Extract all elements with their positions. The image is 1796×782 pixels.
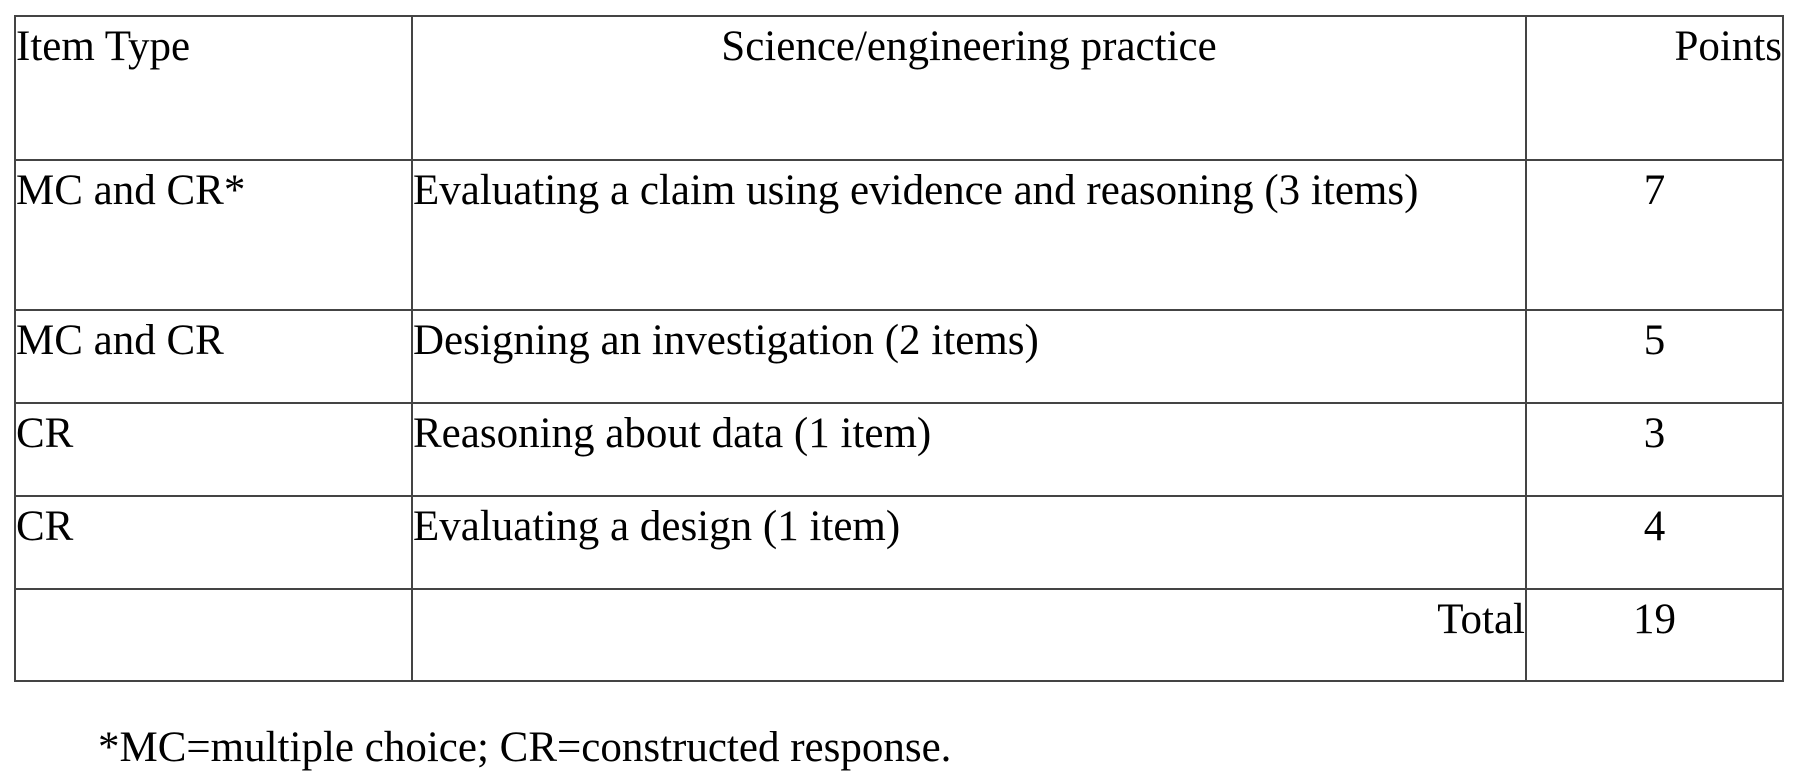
practice-cell: Evaluating a design (1 item) bbox=[412, 496, 1526, 589]
empty-cell bbox=[15, 589, 412, 681]
footnote: *MC=multiple choice; CR=constructed response. bbox=[98, 724, 952, 771]
practice-cell: Designing an investigation (2 items) bbox=[412, 310, 1526, 403]
points-cell: 5 bbox=[1526, 310, 1783, 403]
practice-cell: Reasoning about data (1 item) bbox=[412, 403, 1526, 496]
points-cell: 3 bbox=[1526, 403, 1783, 496]
table-header-row bbox=[15, 16, 1783, 160]
item-type-cell: CR bbox=[15, 403, 412, 496]
table-row bbox=[15, 403, 1783, 496]
header-practice: Science/engineering practice bbox=[412, 16, 1526, 160]
assessment-table bbox=[14, 15, 1784, 682]
total-value: 19 bbox=[1526, 589, 1783, 681]
item-type-cell: MC and CR* bbox=[15, 160, 412, 310]
header-points: Points bbox=[1526, 16, 1783, 160]
item-type-cell: MC and CR bbox=[15, 310, 412, 403]
table-row bbox=[15, 160, 1783, 310]
total-row bbox=[15, 589, 1783, 681]
points-cell: 7 bbox=[1526, 160, 1783, 310]
total-label: Total bbox=[412, 589, 1526, 681]
points-cell: 4 bbox=[1526, 496, 1783, 589]
table-row bbox=[15, 496, 1783, 589]
item-type-cell: CR bbox=[15, 496, 412, 589]
header-item-type: Item Type bbox=[15, 16, 412, 160]
table-row bbox=[15, 310, 1783, 403]
practice-cell: Evaluating a claim using evidence and reasoning (3 items) bbox=[412, 160, 1526, 310]
